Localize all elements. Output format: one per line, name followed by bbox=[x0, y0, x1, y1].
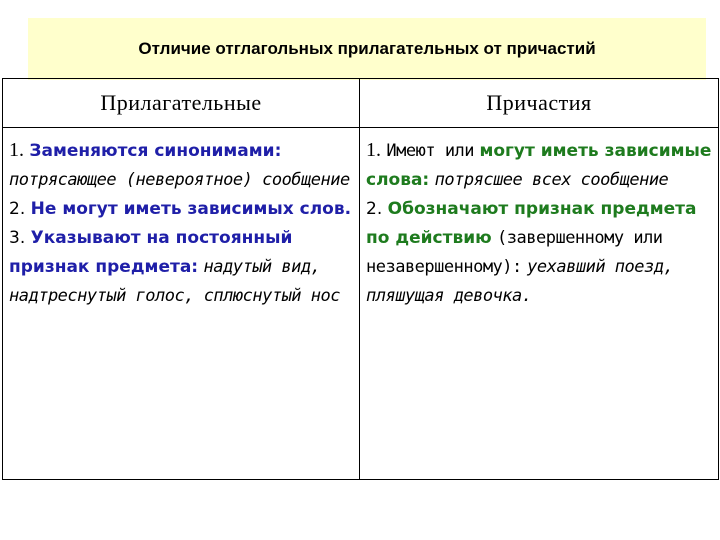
point-text: (завершенному или незавершенному): bbox=[366, 228, 663, 277]
participle-point-2 bbox=[366, 195, 712, 311]
point-rule: Заменяются синонимами: bbox=[29, 141, 282, 161]
point-number: 2. bbox=[366, 199, 383, 219]
point-number: 1. bbox=[9, 139, 24, 161]
point-example: надутый вид, надтреснутый голос, сплюснутый нос bbox=[9, 257, 340, 306]
adjectives-cell bbox=[3, 128, 360, 480]
adjective-point-3 bbox=[9, 224, 353, 311]
table-header-row bbox=[3, 79, 719, 128]
adjective-point-1 bbox=[9, 136, 353, 195]
point-rule: могут иметь зависимые слова: bbox=[366, 141, 712, 190]
table-row bbox=[3, 128, 719, 480]
participles-cell bbox=[360, 128, 719, 480]
point-number: 3. bbox=[9, 228, 26, 248]
title-band bbox=[28, 18, 706, 80]
point-example: потрясающее (невероятное) сообщение bbox=[9, 170, 350, 190]
point-number: 2. bbox=[9, 199, 26, 219]
page-title: Отличие отглагольных прилагательных от причастий bbox=[138, 39, 596, 58]
header-participles: Причастия bbox=[360, 79, 719, 128]
participle-point-1 bbox=[366, 136, 712, 195]
header-adjectives: Прилагательные bbox=[3, 79, 360, 128]
point-rule: Обозначают признак предмета по действию bbox=[366, 199, 697, 248]
point-example: потрясшее всех сообщение bbox=[434, 170, 669, 190]
point-rule: Не могут иметь зависимых слов. bbox=[30, 199, 352, 219]
point-example: уехавший поезд, пляшущая девочка. bbox=[366, 257, 674, 306]
point-rule: Указывают на постоянный признак предмета: bbox=[9, 228, 293, 277]
adjective-point-2 bbox=[9, 195, 353, 224]
point-text: Имеют или bbox=[386, 141, 475, 161]
point-number: 1. bbox=[366, 139, 381, 161]
comparison-table bbox=[2, 78, 719, 480]
